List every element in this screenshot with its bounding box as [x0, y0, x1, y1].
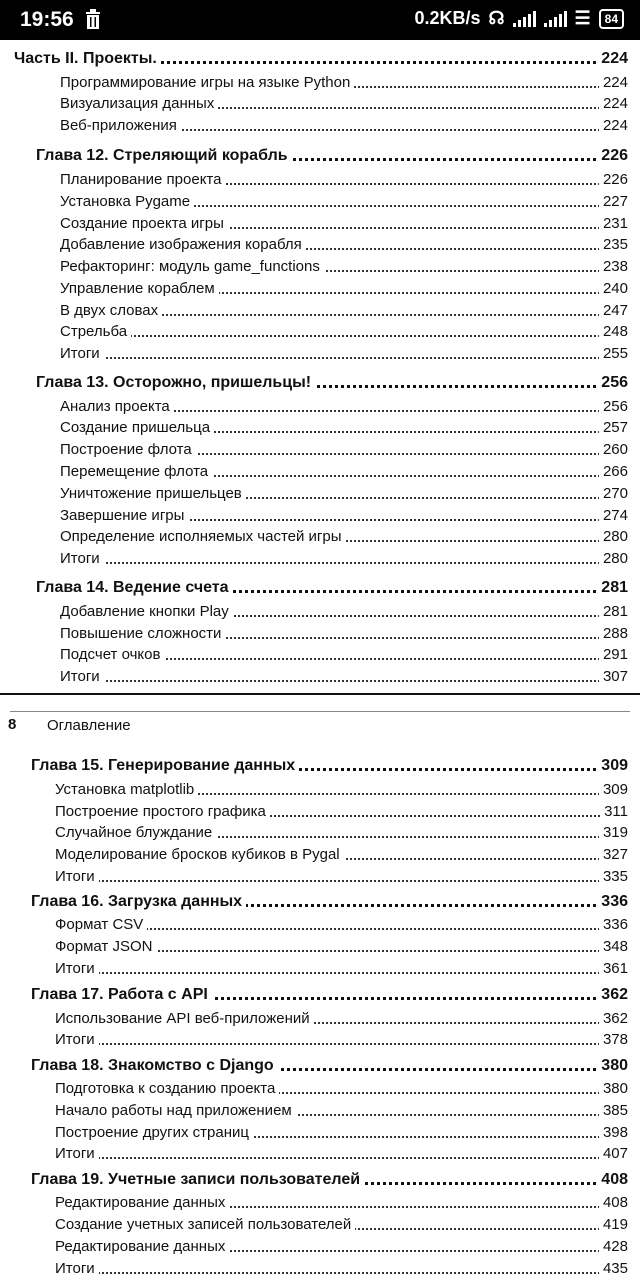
- toc-page-number: 248: [599, 323, 628, 341]
- toc-entry-title: Формат CSV: [55, 916, 147, 934]
- toc-page-number: 361: [599, 960, 628, 978]
- toc-leader-dots: [70, 558, 620, 564]
- toc-section-row: [0, 319, 640, 341]
- toc-entry-title: Добавление изображения корабля: [60, 236, 306, 254]
- toc-entry-title: Глава 17. Работа с API: [31, 986, 212, 1004]
- toc-entry-title: Построение других страниц: [55, 1124, 253, 1142]
- toc-entry-title: Начало работы над приложением: [55, 1102, 296, 1120]
- battery-icon: 84: [599, 9, 624, 29]
- toc-entry-title: Установка Pygame: [60, 193, 194, 211]
- toc-entry-title: Рефакторинг: модуль game_functions: [60, 258, 324, 276]
- toc-section-row: [0, 481, 640, 503]
- toc-entry-title: Итоги: [60, 550, 104, 568]
- toc-page-number: 291: [599, 646, 628, 664]
- toc-section-row: [0, 341, 640, 363]
- toc-page-number: 309: [597, 757, 628, 775]
- toc-entry-title: Управление кораблем: [60, 280, 219, 298]
- toc-entry-title: Итоги: [55, 868, 99, 886]
- toc-section-row: [0, 1098, 640, 1120]
- toc-section-row: [0, 799, 640, 821]
- toc-section-row: [0, 1006, 640, 1028]
- toc-page-number: 280: [599, 550, 628, 568]
- clock: 19:56: [20, 8, 74, 31]
- toc-section-row: [0, 524, 640, 546]
- toc-entry-title: Веб-приложения: [60, 117, 181, 135]
- toc-section-row: [0, 820, 640, 842]
- toc-entry-title: Редактирование данных: [55, 1238, 229, 1256]
- toc-entry-title: Глава 14. Ведение счета: [36, 579, 233, 597]
- toc-entry-title: Случайное блуждание: [55, 824, 216, 842]
- toc-entry-title: Стрельба: [60, 323, 131, 341]
- toc-entry-title: Использование API веб-приложений: [55, 1010, 314, 1028]
- toc-page-number: 435: [599, 1260, 628, 1278]
- toc-entry-title: Добавление кнопки Play: [60, 603, 233, 621]
- toc-page-number: 227: [599, 193, 628, 211]
- toc-entry-title: Моделирование бросков кубиков в Pygal: [55, 846, 344, 864]
- toc-section-row: [0, 1120, 640, 1142]
- toc-page-number: 224: [599, 74, 628, 92]
- toc-section-row: [0, 1076, 640, 1098]
- toc-page-number: 235: [599, 236, 628, 254]
- toc-page-number: 408: [599, 1194, 628, 1212]
- toc-page-number: 224: [599, 117, 628, 135]
- toc-page-number: 281: [597, 579, 628, 597]
- toc-entry-title: Создание пришельца: [60, 419, 214, 437]
- toc-page-number: 336: [599, 916, 628, 934]
- toc-page-number: 274: [599, 507, 628, 525]
- toc-page-number: 385: [599, 1102, 628, 1120]
- signal-1-icon: [513, 11, 536, 27]
- toc-section-row: [0, 91, 640, 113]
- toc-page-number: 260: [599, 441, 628, 459]
- toc-page-number: 311: [600, 803, 628, 821]
- toc-page-number: 256: [597, 374, 628, 392]
- toc-section-row: [0, 70, 640, 92]
- toc-chapter-row: [0, 46, 640, 68]
- toc-page-number: 257: [599, 419, 628, 437]
- toc-page-number: 407: [599, 1145, 628, 1163]
- toc-leader-dots: [65, 968, 620, 974]
- toc-page-number: 266: [599, 463, 628, 481]
- toc-section-row: [0, 113, 640, 135]
- toc-page-number: 362: [597, 986, 628, 1004]
- toc-section-row: [0, 415, 640, 437]
- toc-leader-dots: [65, 1153, 620, 1159]
- toc-entry-title: Программирование игры на языке Python: [60, 74, 354, 92]
- toc-page-number: 408: [597, 1171, 628, 1189]
- toc-page-number: 224: [599, 95, 628, 113]
- toc-section-row: [0, 1190, 640, 1212]
- toc-entry-title: Завершение игры: [60, 507, 188, 525]
- headphones-icon: ☊: [488, 8, 505, 28]
- toc-entry-title: Анализ проекта: [60, 398, 174, 416]
- toc-entry-title: Глава 16. Загрузка данных: [31, 893, 246, 911]
- toc-page-number: 327: [599, 846, 628, 864]
- toc-entry-title: Глава 15. Генерирование данных: [31, 757, 299, 775]
- toc-page-number: 378: [599, 1031, 628, 1049]
- signal-2-icon: [544, 11, 567, 27]
- toc-leader-dots: [65, 876, 620, 882]
- toc-section-row: [0, 777, 640, 799]
- toc-page-number: 256: [599, 398, 628, 416]
- toc-section-row: [0, 211, 640, 233]
- header-rule: [10, 711, 630, 712]
- toc-section-row: [0, 254, 640, 276]
- toc-entry-title: Итоги: [55, 960, 99, 978]
- toc-entry-title: Определение исполняемых частей игры: [60, 528, 346, 546]
- toc-entry-title: Глава 19. Учетные записи пользователей: [31, 1171, 364, 1189]
- toc-entry-title: Итоги: [60, 668, 104, 686]
- running-header: Оглавление: [47, 717, 131, 734]
- toc-chapter-row: [0, 1167, 640, 1189]
- toc-entry-title: Часть II. Проекты.: [14, 50, 161, 68]
- toc-section-row: [0, 1027, 640, 1049]
- toc-page-number: 226: [599, 171, 628, 189]
- toc-chapter-row: [0, 575, 640, 597]
- toc-page-number: 240: [599, 280, 628, 298]
- toc-section-row: [0, 276, 640, 298]
- toc-entry-title: Повышение сложности: [60, 625, 225, 643]
- toc-entry-title: Установка matplotlib: [55, 781, 198, 799]
- toc-entry-title: Подготовка к созданию проекта: [55, 1080, 279, 1098]
- toc-section-row: [0, 459, 640, 481]
- trash-icon: [85, 9, 101, 29]
- toc-page-number: 247: [599, 302, 628, 320]
- toc-chapter-row: [0, 889, 640, 911]
- toc-leader-dots: [65, 924, 620, 930]
- toc-page-number: 231: [599, 215, 628, 233]
- network-speed: 0.2KB/s: [414, 8, 481, 28]
- toc-page-number: 255: [599, 345, 628, 363]
- toc-entry-title: Построение простого графика: [55, 803, 270, 821]
- toc-page-number: 238: [599, 258, 628, 276]
- toc-entry-title: Перемещение флота: [60, 463, 212, 481]
- toc-page-number: 419: [599, 1216, 628, 1234]
- toc-section-row: [0, 956, 640, 978]
- toc-section-row: [0, 1212, 640, 1234]
- toc-page-number: 280: [599, 528, 628, 546]
- toc-section-row: [0, 167, 640, 189]
- toc-page-number: 398: [599, 1124, 628, 1142]
- toc-section-row: [0, 189, 640, 211]
- toc-section-row: [0, 912, 640, 934]
- toc-entry-title: Уничтожение пришельцев: [60, 485, 246, 503]
- toc-leader-dots: [70, 353, 620, 359]
- toc-leader-dots: [70, 676, 620, 682]
- toc-section-row: [0, 1234, 640, 1256]
- toc-entry-title: Глава 12. Стреляющий корабль: [36, 147, 292, 165]
- toc-entry-title: Создание учетных записей пользователей: [55, 1216, 355, 1234]
- toc-page-number: 307: [599, 668, 628, 686]
- toc-entry-title: Итоги: [60, 345, 104, 363]
- page-number: 8: [8, 716, 17, 733]
- toc-entry-title: Редактирование данных: [55, 1194, 229, 1212]
- toc-leader-dots: [65, 1268, 620, 1274]
- toc-page-number: 348: [599, 938, 628, 956]
- toc-chapter-row: [0, 370, 640, 392]
- status-bar: [0, 0, 640, 40]
- page-divider: [0, 693, 640, 695]
- toc-section-row: [0, 664, 640, 686]
- toc-page-number: 336: [597, 893, 628, 911]
- toc-page-number: 309: [599, 781, 628, 799]
- toc-chapter-row: [0, 1053, 640, 1075]
- toc-page-number: 224: [597, 50, 628, 68]
- toc-entry-title: Глава 18. Знакомство с Django: [31, 1057, 278, 1075]
- toc-page-number: 380: [597, 1057, 628, 1075]
- toc-leader-dots: [70, 331, 620, 337]
- toc-entry-title: В двух словах: [60, 302, 162, 320]
- toc-section-row: [0, 621, 640, 643]
- toc-chapter-row: [0, 143, 640, 165]
- toc-entry-title: Подсчет очков: [60, 646, 164, 664]
- toc-entry-title: Визуализация данных: [60, 95, 218, 113]
- toc-section-row: [0, 842, 640, 864]
- toc-section-row: [0, 864, 640, 886]
- toc-entry-title: Планирование проекта: [60, 171, 225, 189]
- toc-page-number: 288: [599, 625, 628, 643]
- toc-leader-dots: [65, 1039, 620, 1045]
- toc-page-number: 226: [597, 147, 628, 165]
- toc-entry-title: Построение флота: [60, 441, 196, 459]
- toc-section-row: [0, 503, 640, 525]
- toc-page-number: 319: [599, 824, 628, 842]
- toc-section-row: [0, 1141, 640, 1163]
- toc-entry-title: Глава 13. Осторожно, пришельцы!: [36, 374, 315, 392]
- toc-section-row: [0, 934, 640, 956]
- status-indicators: [414, 8, 624, 29]
- toc-section-row: [0, 232, 640, 254]
- toc-page-number: 335: [599, 868, 628, 886]
- toc-entry-title: Формат JSON: [55, 938, 156, 956]
- toc-chapter-row: [0, 753, 640, 775]
- toc-page-number: 428: [599, 1238, 628, 1256]
- toc-section-row: [0, 599, 640, 621]
- toc-section-row: [0, 394, 640, 416]
- toc-section-row: [0, 437, 640, 459]
- toc-page-number: 281: [599, 603, 628, 621]
- toc-page-number: 362: [599, 1010, 628, 1028]
- toc-entry-title: Итоги: [55, 1145, 99, 1163]
- toc-page-number: 270: [599, 485, 628, 503]
- wifi-icon: ☰: [574, 8, 591, 28]
- toc-page-number: 380: [599, 1080, 628, 1098]
- toc-section-row: [0, 1256, 640, 1278]
- toc-section-row: [0, 546, 640, 568]
- toc-entry-title: Создание проекта игры: [60, 215, 228, 233]
- toc-entry-title: Итоги: [55, 1260, 99, 1278]
- toc-section-row: [0, 642, 640, 664]
- toc-entry-title: Итоги: [55, 1031, 99, 1049]
- toc-chapter-row: [0, 982, 640, 1004]
- toc-section-row: [0, 298, 640, 320]
